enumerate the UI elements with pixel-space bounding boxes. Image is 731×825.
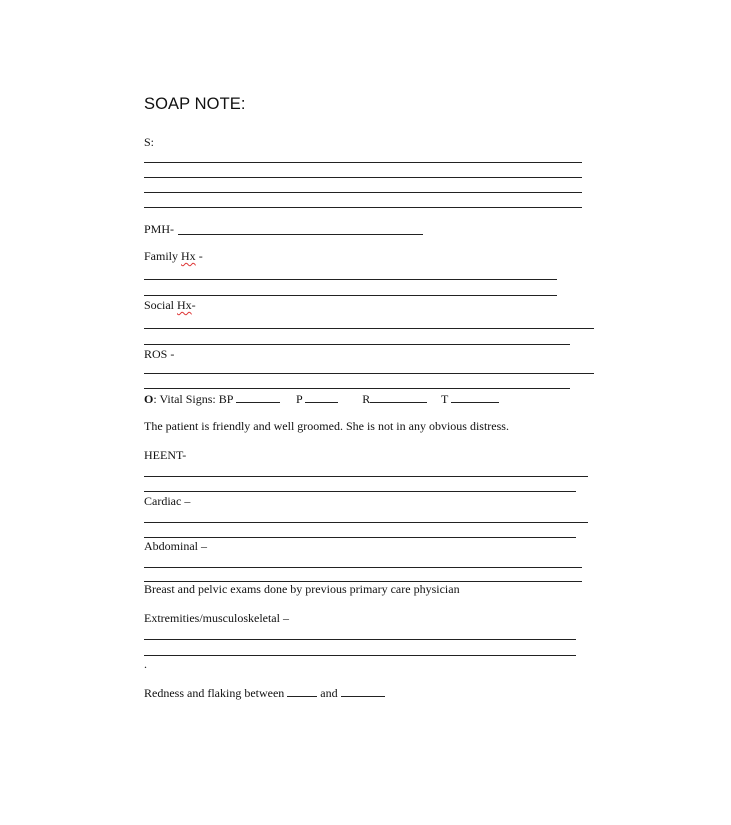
patient-statement: The patient is friendly and well groomed. She is not in any obvious distress. xyxy=(144,419,509,433)
cardiac-line-2[interactable] xyxy=(144,537,576,538)
extremities-line-2[interactable] xyxy=(144,655,576,656)
respiration-label: R xyxy=(362,392,371,406)
subjective-line-1[interactable] xyxy=(144,162,582,163)
ros-line-1[interactable] xyxy=(144,373,594,374)
family-hx-word: Hx xyxy=(181,249,196,263)
extremities-label: Extremities/musculoskeletal – xyxy=(144,611,289,625)
family-hx-label xyxy=(144,249,203,263)
redness-prefix: Redness and flaking between xyxy=(144,686,285,700)
extremities-line-1[interactable] xyxy=(144,639,576,640)
redness-row xyxy=(144,684,385,700)
subjective-line-4[interactable] xyxy=(144,207,582,208)
ros-label: ROS - xyxy=(144,347,175,361)
family-hx-prefix: Family xyxy=(144,249,182,263)
redness-and: and xyxy=(320,686,338,700)
social-hx-suffix: - xyxy=(191,298,196,312)
breast-pelvic-statement: Breast and pelvic exams done by previous primary care physician xyxy=(144,582,460,596)
social-hx-line-1[interactable] xyxy=(144,328,594,329)
pmh-label: PMH- xyxy=(144,222,175,236)
subjective-line-2[interactable] xyxy=(144,177,582,178)
temperature-blank[interactable] xyxy=(451,390,499,403)
pulse-blank[interactable] xyxy=(305,390,338,403)
stray-dot: . xyxy=(144,657,147,671)
heent-line-1[interactable] xyxy=(144,476,588,477)
vital-signs-label: : Vital Signs: BP xyxy=(153,392,233,406)
temperature-label: T xyxy=(441,392,449,406)
family-hx-line-1[interactable] xyxy=(144,279,557,280)
social-hx-word: Hx xyxy=(177,298,192,312)
bp-blank[interactable] xyxy=(236,390,280,403)
social-hx-label xyxy=(144,298,196,312)
ros-line-2[interactable] xyxy=(144,388,570,389)
cardiac-line-1[interactable] xyxy=(144,522,588,523)
objective-letter: O xyxy=(144,392,154,406)
family-hx-suffix: - xyxy=(195,249,203,263)
redness-blank-2[interactable] xyxy=(341,684,385,697)
cardiac-label: Cardiac – xyxy=(144,494,191,508)
subjective-line-3[interactable] xyxy=(144,192,582,193)
abdominal-line-1[interactable] xyxy=(144,567,582,568)
family-hx-line-2[interactable] xyxy=(144,295,557,296)
respiration-blank[interactable] xyxy=(370,390,427,403)
heent-line-2[interactable] xyxy=(144,491,576,492)
vital-signs-row xyxy=(144,390,499,406)
redness-blank-1[interactable] xyxy=(287,684,317,697)
subjective-label: S: xyxy=(144,135,155,149)
page-title: SOAP NOTE: xyxy=(144,95,246,113)
pmh-line[interactable] xyxy=(178,234,423,235)
social-hx-prefix: Social xyxy=(144,298,177,312)
pulse-label: P xyxy=(295,392,303,406)
heent-label: HEENT- xyxy=(144,448,187,462)
social-hx-line-2[interactable] xyxy=(144,344,570,345)
abdominal-label: Abdominal – xyxy=(144,539,207,553)
